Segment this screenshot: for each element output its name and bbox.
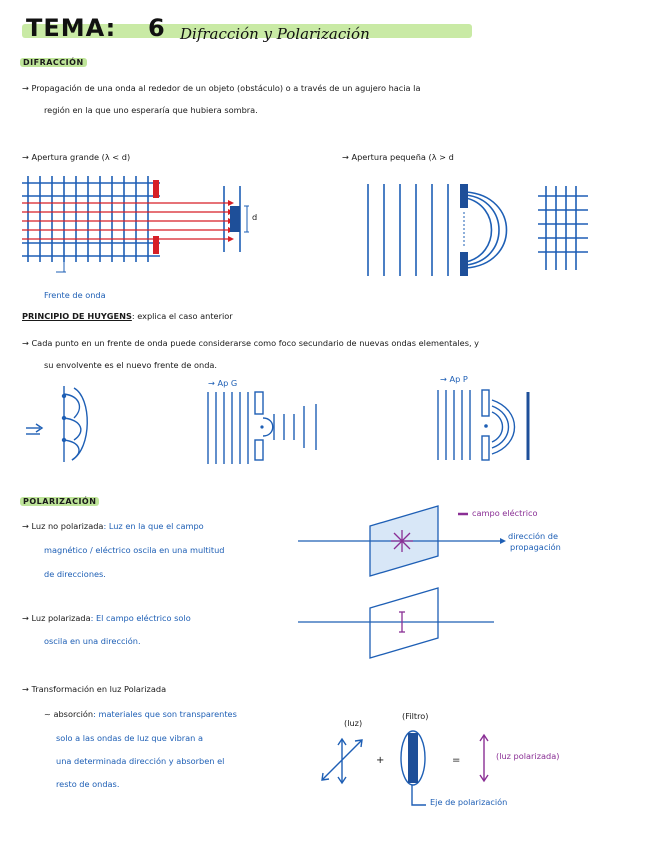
absorcion-line4: resto de ondas. (56, 779, 120, 789)
campo-electrico-label: campo eléctrico (472, 508, 538, 518)
no-polarizada-line2: magnético / eléctrico oscila en una multitud (44, 545, 225, 555)
d-label: d (252, 212, 258, 222)
no-polarizada-lead: → Luz no polarizada (22, 521, 104, 531)
page-subtitle: Difracción y Polarización (180, 25, 370, 43)
frente-de-onda-label: Frente de onda (44, 290, 106, 300)
apertura-grande-label: → Apertura grande (λ < d) (22, 152, 131, 162)
huygens-line2: su envolvente es el nuevo frente de onda. (44, 360, 218, 370)
eje-polarizacion-label: Eje de polarización (430, 797, 508, 807)
huygens-heading-title: PRINCIPIO DE HUYGENS (22, 311, 132, 321)
no-polarizada-text1: : Luz en la que el campo (103, 521, 204, 531)
page-title-number: 6 (148, 14, 166, 42)
luz-polarizada-label: (luz polarizada) (496, 751, 560, 761)
ap-g-label: → Ap G (208, 378, 238, 388)
absorcion-lead: ~ absorción (44, 709, 94, 719)
ap-p-label: → Ap P (440, 374, 468, 384)
section-difraccion-heading: DIFRACCIÓN (20, 58, 87, 67)
no-polarizada-line3: de direcciones. (44, 569, 106, 579)
difraccion-definition-line1: → Propagación de una onda al rededor de un objeto (obstáculo) o a través de un agujero hacia la (22, 83, 421, 93)
absorcion-line2: solo a las ondas de luz que vibran a (56, 733, 203, 743)
polarizada-line2: oscila en una dirección. (44, 636, 141, 646)
polarizada-lead: → Luz polarizada (22, 613, 91, 623)
huygens-line1: → Cada punto en un frente de onda puede considerarse como foco secundario de nuevas ondas elementales, y (22, 338, 480, 348)
huygens-heading-rest: : explica el caso anterior (131, 311, 233, 321)
apertura-pequena-label: → Apertura pequeña (λ > d (342, 152, 454, 162)
direccion-label-2: propagación (510, 542, 561, 552)
equals-sign: = (452, 755, 461, 766)
polarizada-text1: : El campo eléctrico solo (90, 613, 191, 623)
absorcion-line3: una determinada dirección y absorben el (56, 756, 225, 766)
luz-label: (luz) (344, 718, 363, 728)
filtro-label: (Filtro) (402, 711, 429, 721)
page-title-tema: TEMA: (26, 14, 117, 42)
section-polarizacion-heading: POLARIZACIÓN (20, 497, 99, 506)
plus-sign: + (376, 755, 385, 766)
absorcion-text1: : materiales que son transparentes (93, 709, 237, 719)
difraccion-definition-line2: región en la que uno esperaría que hubiera sombra. (44, 105, 258, 115)
direccion-label-1: dirección de (508, 531, 559, 541)
transformacion-heading: → Transformación en luz Polarizada (22, 684, 167, 694)
